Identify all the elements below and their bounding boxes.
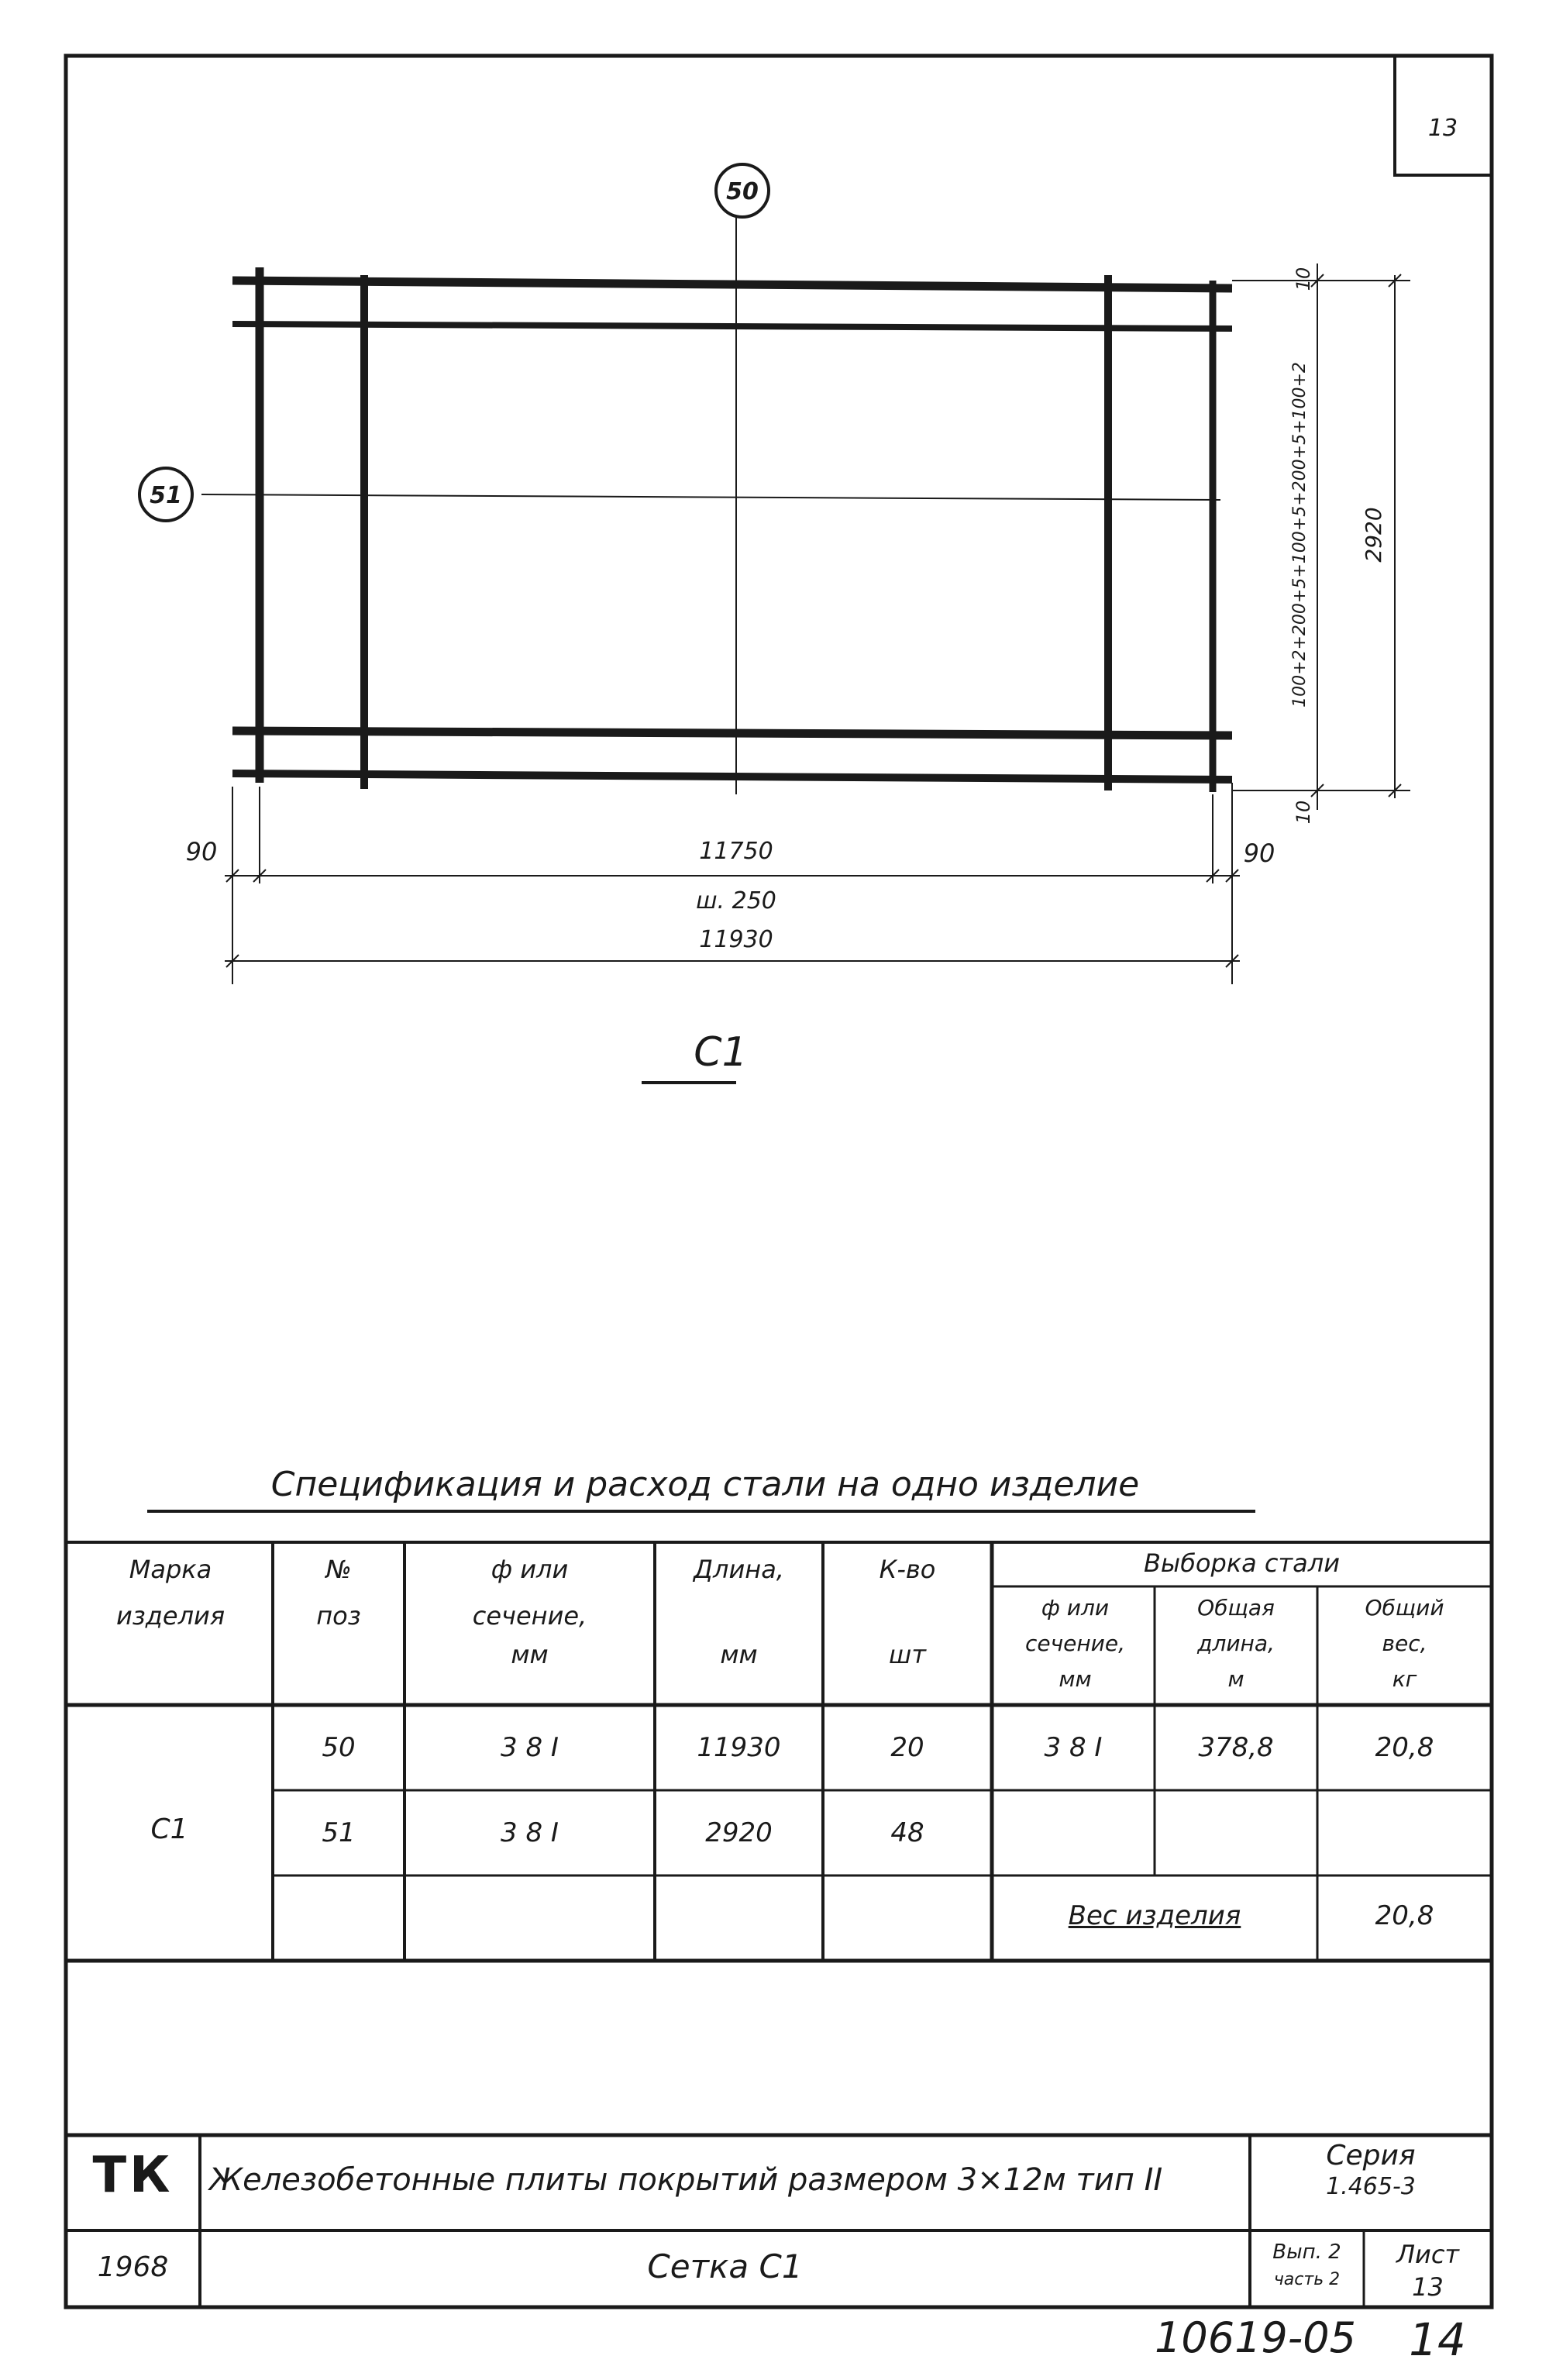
dim-overall-length: 11930 — [699, 926, 773, 953]
dim-step: ш. 250 — [696, 887, 776, 914]
spec-title: Спецификация и расход стали на одно изделие — [270, 1465, 1140, 1504]
header-selection: Выборка стали — [1143, 1548, 1341, 1578]
corner-number: 13 — [1427, 115, 1458, 142]
selection-total-weight: 20,8 — [1375, 1732, 1434, 1763]
product-weight-label: Вес изделия — [1068, 1900, 1241, 1931]
row-length: 2920 — [705, 1817, 773, 1848]
header-qty: К-во шт — [879, 1555, 936, 1669]
row-pos: 51 — [322, 1817, 356, 1848]
selection-total-length: 378,8 — [1198, 1732, 1274, 1763]
dim-overhang-left: 90 — [185, 837, 218, 866]
bar-label-51 — [139, 468, 192, 521]
header-sel-section: ф или сечение, мм — [1024, 1595, 1126, 1692]
header-sel-total-weight: Общий вес, кг — [1365, 1595, 1444, 1692]
header-mark: Марка изделия — [115, 1555, 225, 1631]
row-length: 11930 — [697, 1732, 781, 1763]
series-block: Серия 1.465-3 — [1326, 2140, 1416, 2200]
header-sel-total-length: Общая длина, м — [1197, 1595, 1275, 1692]
svg-text:51: 51 — [150, 482, 182, 509]
project-title: Железобетонные плиты покрытий размером 3×12м тип II — [209, 2162, 1163, 2198]
sheet-number-block: Лист 13 — [1396, 2240, 1460, 2302]
issue-block: Вып. 2 часть 2 — [1272, 2241, 1341, 2289]
dim-overhang-right: 90 — [1243, 839, 1275, 868]
row-qty: 48 — [890, 1817, 924, 1848]
selection-section: 3 8 I — [1044, 1732, 1103, 1763]
dim-end-bottom: 10 — [1293, 800, 1314, 825]
archive-page: 14 — [1409, 2313, 1466, 2366]
dim-overall-width: 2920 — [1361, 507, 1386, 563]
org-code: ТК — [92, 2147, 174, 2204]
dim-end-top: 10 — [1293, 267, 1314, 291]
dim-spacing: 100+2+200+5+100+5+200+5+100+2 — [1290, 362, 1310, 708]
year: 1968 — [97, 2251, 169, 2283]
header-length: Длина, мм — [694, 1555, 784, 1669]
sheet-name: Сетка С1 — [647, 2247, 803, 2285]
row-section: 3 8 I — [501, 1817, 559, 1848]
drawing-title: C1 — [694, 1029, 748, 1076]
sheet-frame — [66, 56, 1492, 2307]
row-qty: 20 — [890, 1732, 924, 1763]
dim-inner-length: 11750 — [699, 838, 773, 865]
row-pos: 50 — [322, 1732, 356, 1763]
mesh-c1 — [201, 217, 1232, 794]
header-pos: № поз — [316, 1555, 361, 1631]
row-section: 3 8 I — [501, 1732, 559, 1763]
header-section: ф или сечение, мм — [472, 1555, 587, 1669]
product-mark: C1 — [150, 1813, 188, 1845]
product-weight-value: 20,8 — [1375, 1900, 1434, 1931]
archive-code: 10619-05 — [1155, 2313, 1356, 2362]
bar-label-50 — [716, 164, 769, 217]
horizontal-dimensions — [225, 783, 1240, 984]
svg-text:50: 50 — [726, 178, 759, 205]
